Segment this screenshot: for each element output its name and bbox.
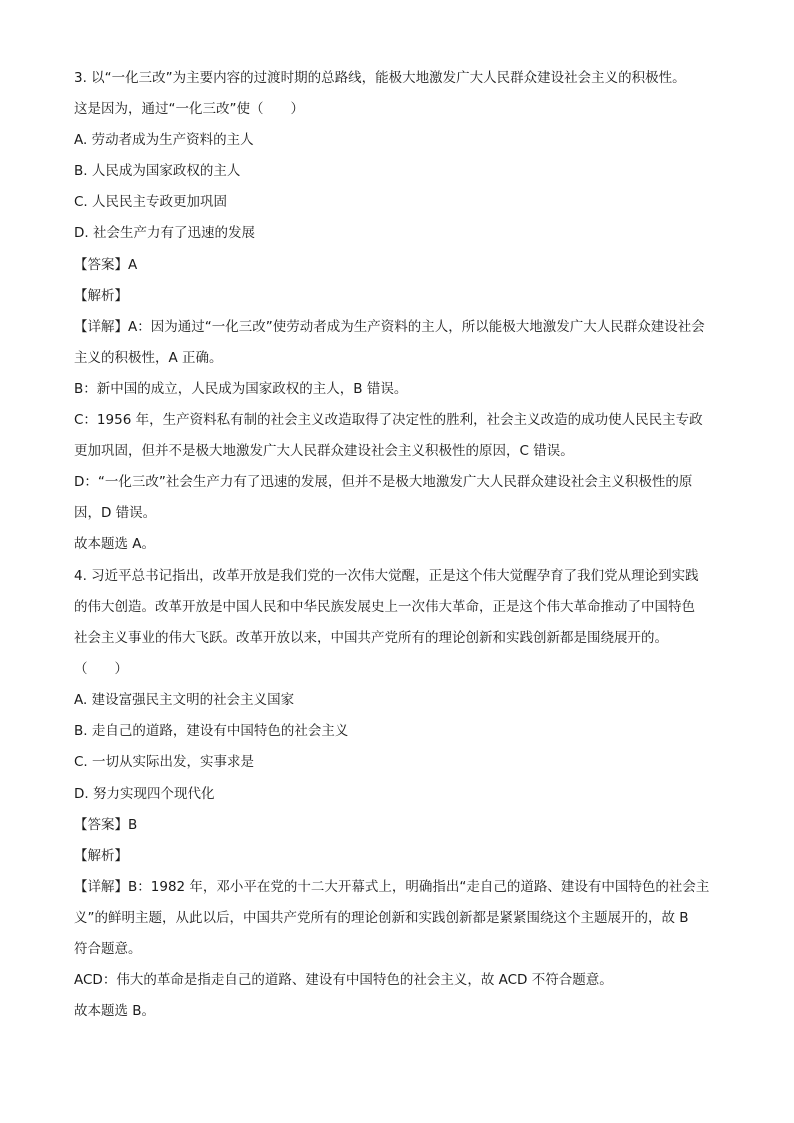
q3-option-a: A. 劳动者成为生产资料的主人 [74,132,254,148]
q3-conclusion: 故本题选 A。 [74,536,156,552]
q3-option-c: C. 人民民主专政更加巩固 [74,194,228,210]
q3-option-d: D. 社会生产力有了迅速的发展 [74,225,255,241]
q4-analysis-heading: 【解析】 [74,848,128,864]
q3-detail-line-1: 【详解】A：因为通过“一化三改”使劳动者成为生产资料的主人，所以能极大地激发广大人民群众建设社会 [74,319,705,335]
q3-option-b: B. 人民成为国家政权的主人 [74,163,241,179]
q4-stem-line-2: 的伟大创造。改革开放是中国人民和中华民族发展史上一次伟大革命，正是这个伟大革命推动了中国特色 [74,599,695,615]
q3-detail-line-2: 主义的积极性，A 正确。 [74,350,223,366]
q3-stem-line-1: 3. 以“一化三改”为主要内容的过渡时期的总路线，能极大地激发广大人民群众建设社会主义的积极性。 [74,70,686,86]
q4-stem-line-3: 社会主义事业的伟大飞跃。改革开放以来，中国共产党所有的理论创新和实践创新都是围绕展开的。 [74,630,668,646]
q4-detail-line-4: ACD：伟大的革命是指走自己的道路、建设有中国特色的社会主义，故 ACD 不符合题意。 [74,972,613,988]
q3-analysis-heading: 【解析】 [74,288,128,304]
q3-detail-line-3: B：新中国的成立，人民成为国家政权的主人，B 错误。 [74,381,408,397]
q4-detail-line-1: 【详解】B：1982 年，邓小平在党的十二大开幕式上，明确指出“走自己的道路、建设有中国特色的社会主 [74,879,710,895]
q3-detail-line-6: D：“一化三改”社会生产力有了迅速的发展，但并不是极大地激发广大人民群众建设社会主义积极性的原 [74,474,693,490]
q3-detail-line-5: 更加巩固，但并不是极大地激发广大人民群众建设社会主义积极性的原因，C 错误。 [74,443,574,459]
q3-detail-line-7: 因，D 错误。 [74,505,157,521]
q4-option-d: D. 努力实现四个现代化 [74,786,215,802]
q4-stem-line-1: 4. 习近平总书记指出，改革开放是我们党的一次伟大觉醒，正是这个伟大觉醒孕育了我们党从理论到实践 [74,568,699,584]
q4-stem-line-4: （ ） [74,661,128,677]
q4-answer: 【答案】B [74,817,138,833]
q3-stem-line-2: 这是因为，通过“一化三改”使（ ） [74,101,304,117]
q4-option-b: B. 走自己的道路，建设有中国特色的社会主义 [74,723,349,739]
q4-conclusion: 故本题选 B。 [74,1003,156,1019]
q4-option-c: C. 一切从实际出发，实事求是 [74,754,255,770]
q4-detail-line-3: 符合题意。 [74,941,142,957]
q3-answer: 【答案】A [74,257,138,273]
q4-option-a: A. 建设富强民主文明的社会主义国家 [74,692,295,708]
q4-detail-line-2: 义”的鲜明主题，从此以后，中国共产党所有的理论创新和实践创新都是紧紧围绕这个主题展开的，故 B [74,910,689,926]
q3-detail-line-4: C：1956 年，生产资料私有制的社会主义改造取得了决定性的胜利，社会主义改造的成功使人民民主专政 [74,412,703,428]
